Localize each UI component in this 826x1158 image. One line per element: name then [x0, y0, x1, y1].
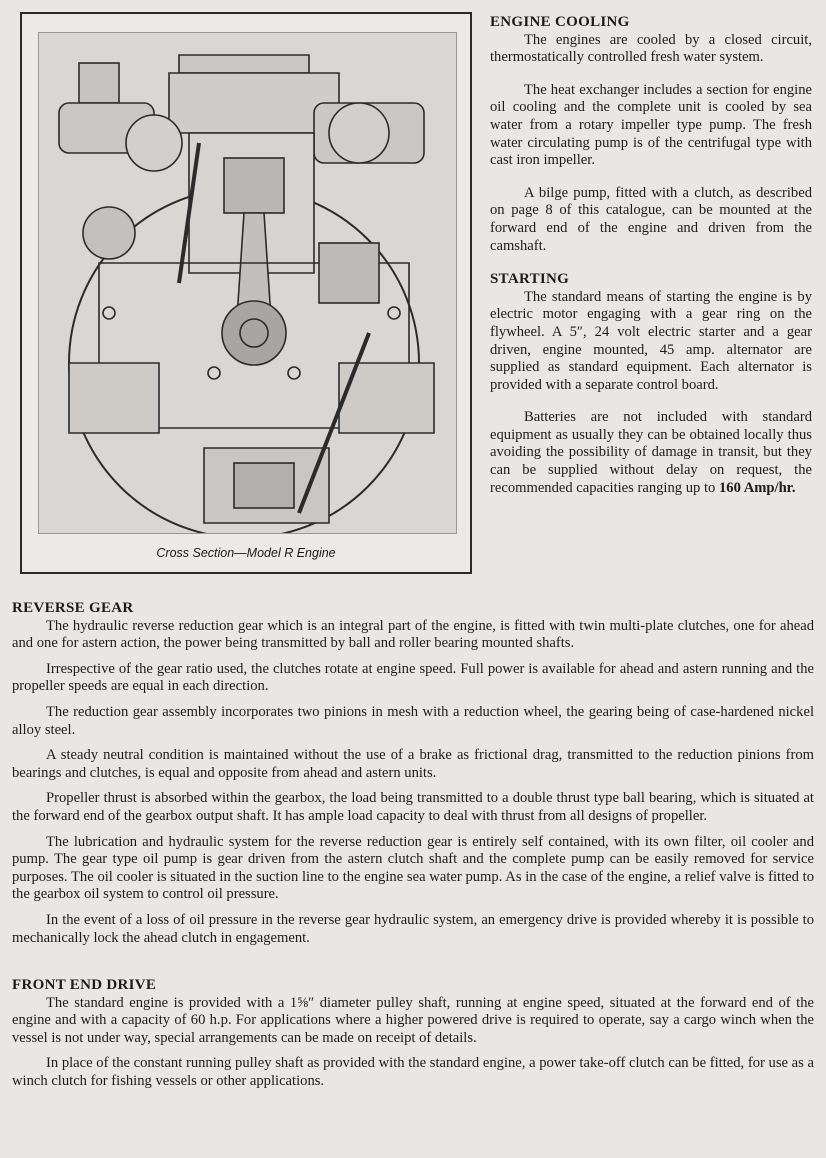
reverse-gear-heading: REVERSE GEAR [12, 600, 134, 616]
right-column [490, 14, 812, 512]
reverse-gear-paragraph: Irrespective of the gear ratio used, the clutches rotate at engine speed. Full power is available for ahead and astern running and the propeller speeds are equal in each direction. [12, 660, 814, 695]
reverse-gear-paragraph: The reduction gear assembly incorporates two pinions in mesh with a reduction wheel, the gearing being of case-hardened nickel alloy steel. [12, 703, 814, 738]
capacity-value: 160 Amp/hr. [718, 479, 796, 496]
reverse-gear-paragraph: In the event of a loss of oil pressure in the reverse gear hydraulic system, an emergency drive is provided whereby it is possible to mechanically lock the ahead clutch in engagement. [12, 911, 814, 946]
engine-cooling-paragraph: The engines are cooled by a closed circuit, thermostatically controlled fresh water system. [490, 31, 812, 66]
engine-cooling-heading: ENGINE COOLING [490, 14, 630, 30]
reverse-gear-paragraph: The hydraulic reverse reduction gear which is an integral part of the engine, is fitted with twin multi-plate clutches, one for ahead and one for astern action, the power being transmitted by ball and roller bearing mounted shafts. [12, 617, 814, 652]
starting-heading: STARTING [490, 271, 570, 288]
reverse-gear-paragraph: A steady neutral condition is maintained without the use of a brake as frictional drag, transmitted to the reduction pinions from bearings and clutches, is equal and opposite from ahead and astern units. [12, 747, 814, 781]
engine-drawing-svg [39, 33, 456, 533]
engine-cooling-paragraph: A bilge pump, fitted with a clutch, as described on page 8 of this catalogue, can be mounted at the forward end of the engine and driven from the camshaft. [490, 184, 812, 254]
reverse-gear-paragraph: The lubrication and hydraulic system for the reverse reduction gear is entirely self contained, with its own filter, oil cooler and pump. The gear type oil pump is gear driven from the astern clutch shaft and the complete pump can be easily removed for service purposes. The oil cooler is situated in the suction line to the engine sea water pump. As in the case of the engine, a relief valve is fitted to the gearbox oil system to control oil pressure. [12, 833, 814, 903]
front-end-drive-heading: FRONT END DRIVE [12, 977, 157, 994]
starting-paragraph: Batteries are not included with standard equipment as usually they can be obtained locally thus avoiding the possibility of damage in transit, but they can be supplied without delay on request, the recommended capacities ranging up to 160 Amp/hr. [490, 409, 812, 496]
reverse-gear-paragraph: Propeller thrust is absorbed within the gearbox, the load being transmitted to a double thrust type ball bearing, which is situated at the forward end of the gearbox output shaft. It has ample load capacity to deal with thrust from all designs of propeller. [12, 790, 814, 824]
front-end-drive-paragraph: The standard engine is provided with a 1⅝″ diameter pulley shaft, running at engine speed, situated at the forward end of the engine and with a capacity of 60 h.p. For applications where a higher powered drive is required to operate, say a cargo winch when the vessel is not under way, special arrangements can be made on receipt of details. [12, 994, 814, 1046]
figure-caption: Cross Section—Model R Engine [156, 546, 336, 560]
figure-frame [20, 12, 472, 574]
engine-cooling-paragraph: The heat exchanger includes a section for engine oil cooling and the complete unit is cooled by sea water from a rotary impeller type pump. The fresh water circulating pump is of the centrifugal type with cast iron impeller. [490, 81, 812, 169]
starting-paragraph: The standard means of starting the engine is by electric motor engaging with a gear ring on the flywheel. A 5″, 24 volt electric starter and a gear driven, engine mounted, 45 amp. alternator are supplied as standard equipment. Each alternator is provided with a separate control board. [490, 288, 812, 393]
section-gap [12, 955, 814, 977]
main-text [12, 600, 814, 1099]
engine-cross-section-drawing [38, 32, 457, 534]
front-end-drive-paragraph: In place of the constant running pulley shaft as provided with the standard engine, a power take-off clutch can be fitted, for use as a winch clutch for fishing vessels or other applications. [12, 1055, 814, 1090]
